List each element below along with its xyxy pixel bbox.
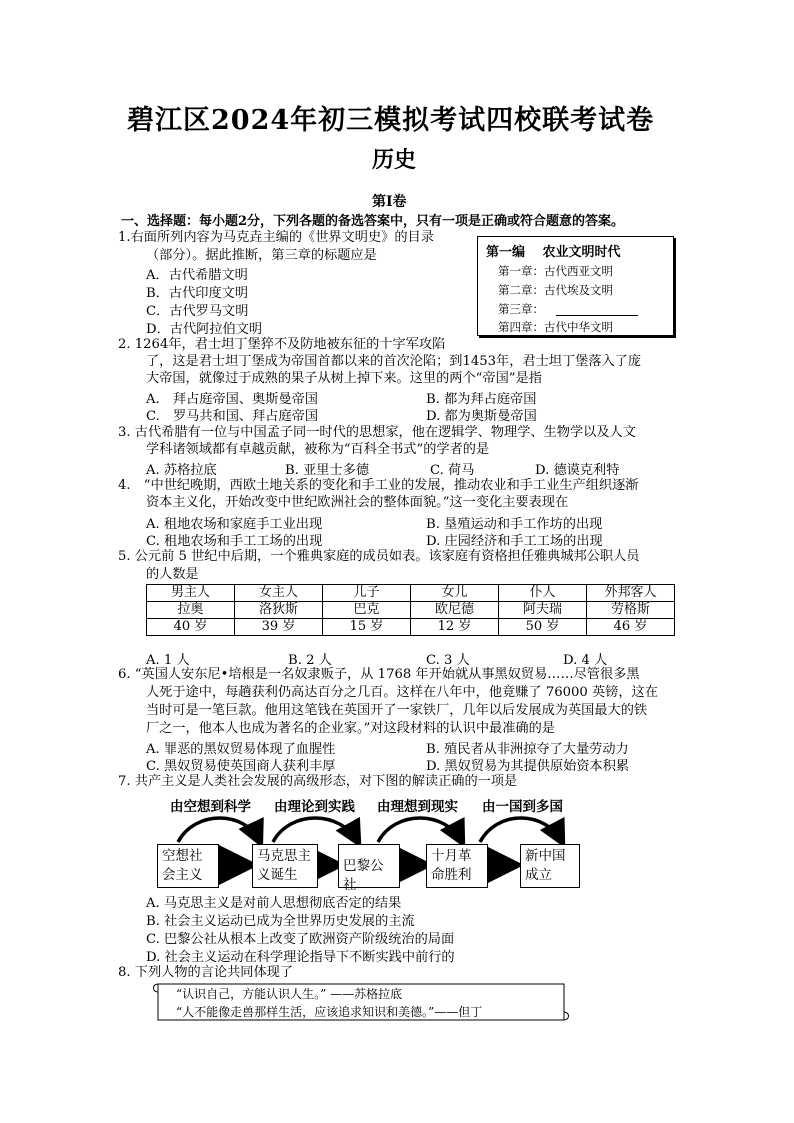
q3-option-b: B. 亚里士多德 xyxy=(285,463,370,478)
toc-row: 第一章：古代西亚文明 xyxy=(498,264,613,278)
q7-option-a: A. 马克思主义是对前人思想彻底否定的结果 xyxy=(146,896,402,911)
section-heading: 一、选择题：每小题2分，下列各题的备选答案中，只有一项是正确或符合题意的答案。 xyxy=(121,214,625,229)
q2-option-c: C. 罗马共和国、拜占庭帝国 xyxy=(146,409,319,424)
q6-stem-line2: 人死于途中，每趟获利仍高达百分之几百。这样在八年中，他竟赚了 76000 英镑，这在 xyxy=(146,685,658,700)
q6-stem-line3: 当时可是一笔巨款。他用这笔钱在英国开了一家铁厂，几年以后发展成为英国最大的铁 xyxy=(146,703,648,718)
q7-stem: 7. 共产主义是人类社会发展的高级形态，对下图的解读正确的一项是 xyxy=(118,774,518,789)
q7-option-c: C. 巴黎公社从根本上改变了欧洲资产阶级统治的局面 xyxy=(146,932,455,947)
table-cell: 50 岁 xyxy=(499,619,587,636)
q3-stem-line2: 学科诸领域都有卓越贡献，被称为“百科全书式”的学者的是 xyxy=(146,442,490,457)
q1-table-of-contents xyxy=(477,236,674,336)
flow-box-text: 巴黎公社 xyxy=(343,858,384,893)
q1-stem-line2: （部分）。据此推断，第三章的标题应是 xyxy=(146,248,377,263)
table-cell: 儿子 xyxy=(323,585,411,602)
q1-option-a: A．古代希腊文明 xyxy=(146,268,248,283)
q4-option-b: B. 垦殖运动和手工作坊的出现 xyxy=(426,517,603,532)
q4-option-d: D. 庄园经济和手工工场的出现 xyxy=(426,534,603,549)
q8-quote-scroll xyxy=(152,982,570,1022)
q5-stem-line1: 5. 公元前 5 世纪中后期，一个雅典家庭的成员如表。该家庭有资格担任雅典城邦公职人员 xyxy=(118,549,640,564)
table-cell: 40 岁 xyxy=(147,619,235,636)
flow-box-new-china xyxy=(520,844,580,888)
q2-option-b: B. 都为拜占庭帝国 xyxy=(426,392,537,407)
q6-option-c: C. 黑奴贸易使英国商人获利丰厚 xyxy=(146,759,336,774)
part-label: 第Ⅰ卷 xyxy=(372,194,407,210)
q5-stem-line2: 的人数是 xyxy=(146,567,199,582)
q5-family-table xyxy=(146,584,675,636)
flow-box-text: 会主义 xyxy=(162,867,203,883)
toc-row: 第四章：古代中华文明 xyxy=(498,320,613,334)
q6-stem-line4: 厂之一，他本人也成为著名的企业家。”对这段材料的认识中最准确的是 xyxy=(146,721,555,736)
table-row xyxy=(147,619,675,636)
q3-option-c: C. 荷马 xyxy=(430,463,475,478)
table-cell: 洛狄斯 xyxy=(235,602,323,619)
table-row xyxy=(147,585,675,602)
q2-stem-line3: 大帝国，就像过于成熟的果子从树上掉下来。这里的两个“帝国”是指 xyxy=(146,371,542,386)
q1-option-b: B．古代印度文明 xyxy=(146,286,249,301)
exam-title: 碧江区2024年初三模拟考试四校联考试卷 xyxy=(127,105,655,136)
q6-option-b: B. 殖民者从非洲掠夺了大量劳动力 xyxy=(426,742,629,757)
q4-option-c: C. 租地农场和手工工场的出现 xyxy=(146,534,323,549)
quote-dante: “人不能像走兽那样生活，应该追求知识和美德。”——但丁 xyxy=(176,1005,483,1019)
flow-label: 由理想到现实 xyxy=(377,799,458,815)
q5-option-c: C. 3 人 xyxy=(426,653,470,668)
toc-heading: 第一编 农业文明时代 xyxy=(486,245,621,260)
q2-option-d: D. 都为奥斯曼帝国 xyxy=(426,409,537,424)
flow-box-text: 命胜利 xyxy=(431,867,472,883)
toc-row: 第三章： xyxy=(498,302,544,316)
table-row xyxy=(147,602,675,619)
q6-option-d: D. 黑奴贸易为其提供原始资本积累 xyxy=(426,759,630,774)
table-cell: 阿夫瑞 xyxy=(499,602,587,619)
q8-stem: 8. 下列人物的言论共同体现了 xyxy=(118,965,294,980)
table-cell: 外邦客人 xyxy=(587,585,675,602)
table-cell: 女主人 xyxy=(235,585,323,602)
q2-option-a: A. 拜占庭帝国、奥斯曼帝国 xyxy=(146,392,318,407)
table-cell: 男主人 xyxy=(147,585,235,602)
flow-box-text: 成立 xyxy=(525,867,552,883)
table-cell: 劳格斯 xyxy=(587,602,675,619)
flow-box-text: 义诞生 xyxy=(257,867,298,883)
q7-option-b: B. 社会主义运动已成为全世界历史发展的主流 xyxy=(146,914,415,929)
flow-box-text: 十月革 xyxy=(431,848,472,864)
q3-option-a: A. 苏格拉底 xyxy=(146,463,217,478)
table-cell: 欧尼德 xyxy=(411,602,499,619)
flow-box-paris-commune xyxy=(338,844,400,893)
flow-box-marxism xyxy=(252,844,318,888)
table-cell: 46 岁 xyxy=(587,619,675,636)
quote-socrates: “认识自己，方能认识人生。” ——苏格拉底 xyxy=(176,987,403,1001)
q1-option-d: D．古代阿拉伯文明 xyxy=(146,322,263,337)
exam-subject: 历史 xyxy=(372,147,417,173)
flow-box-text: 马克思主 xyxy=(257,848,311,864)
q4-option-a: A. 租地农场和家庭手工业出现 xyxy=(146,517,323,532)
flow-label: 由空想到科学 xyxy=(170,799,251,815)
q2-stem-line2: 了，这是君士坦丁堡成为帝国首都以来的首次沦陷；到1453年，君士坦丁堡落入了庞 xyxy=(146,354,642,369)
q6-option-a: A. 罪恶的黑奴贸易体现了血腥性 xyxy=(146,742,336,757)
toc-blank-line xyxy=(556,315,638,316)
q5-option-d: D. 4 人 xyxy=(563,653,608,668)
flow-box-text: 新中国 xyxy=(525,848,566,864)
table-cell: 39 岁 xyxy=(235,619,323,636)
flow-box-october-revolution xyxy=(426,844,488,888)
table-cell: 拉奥 xyxy=(147,602,235,619)
flow-box-utopian-socialism xyxy=(157,844,219,888)
q2-stem-line1: 2. 1264年，君士坦丁堡猝不及防地被东征的十字军攻陷 xyxy=(118,337,446,352)
q3-option-d: D. 德谟克利特 xyxy=(535,463,620,478)
toc-row: 第二章：古代埃及文明 xyxy=(498,283,613,297)
table-cell: 15 岁 xyxy=(323,619,411,636)
curved-arrow xyxy=(273,818,358,842)
q1-option-c: C．古代罗马文明 xyxy=(146,304,249,319)
table-cell: 女儿 xyxy=(411,585,499,602)
flow-label: 由理论到实践 xyxy=(274,799,355,815)
q7-option-d: D. 社会主义运动在科学理论指导下不断实践中前行的 xyxy=(146,950,455,965)
q1-stem-line1: 1.右面所列内容为马克垚主编的《世界文明史》的目录 xyxy=(118,230,434,245)
q6-stem-line1: 6. “英国人安东尼•培根是一名奴隶贩子，从 1768 年开始就从事黑奴贸易……尽管很多黑 xyxy=(118,667,640,682)
q3-stem-line1: 3. 古代希腊有一位与中国孟子同一时代的思想家，他在逻辑学、物理学、生物学以及人文 xyxy=(118,425,636,440)
q4-stem-line1: 4. “中世纪晚期，西欧土地关系的变化和手工业的发展，推动农业和手工业生产组织逐渐 xyxy=(118,478,639,493)
flow-label: 由一国到多国 xyxy=(482,799,563,815)
q4-stem-line2: 资本主义化，开始改变中世纪欧洲社会的整体面貌。”这一变化主要表现在 xyxy=(146,495,569,510)
curved-arrow xyxy=(178,818,260,842)
curved-arrow xyxy=(480,818,562,842)
q5-option-a: A. 1 人 xyxy=(146,653,190,668)
flow-box-text: 空想社 xyxy=(162,848,203,864)
table-cell: 仆人 xyxy=(499,585,587,602)
q5-option-b: B. 2 人 xyxy=(288,653,332,668)
table-cell: 12 岁 xyxy=(411,619,499,636)
curved-arrow xyxy=(378,818,462,842)
table-cell: 巴克 xyxy=(323,602,411,619)
